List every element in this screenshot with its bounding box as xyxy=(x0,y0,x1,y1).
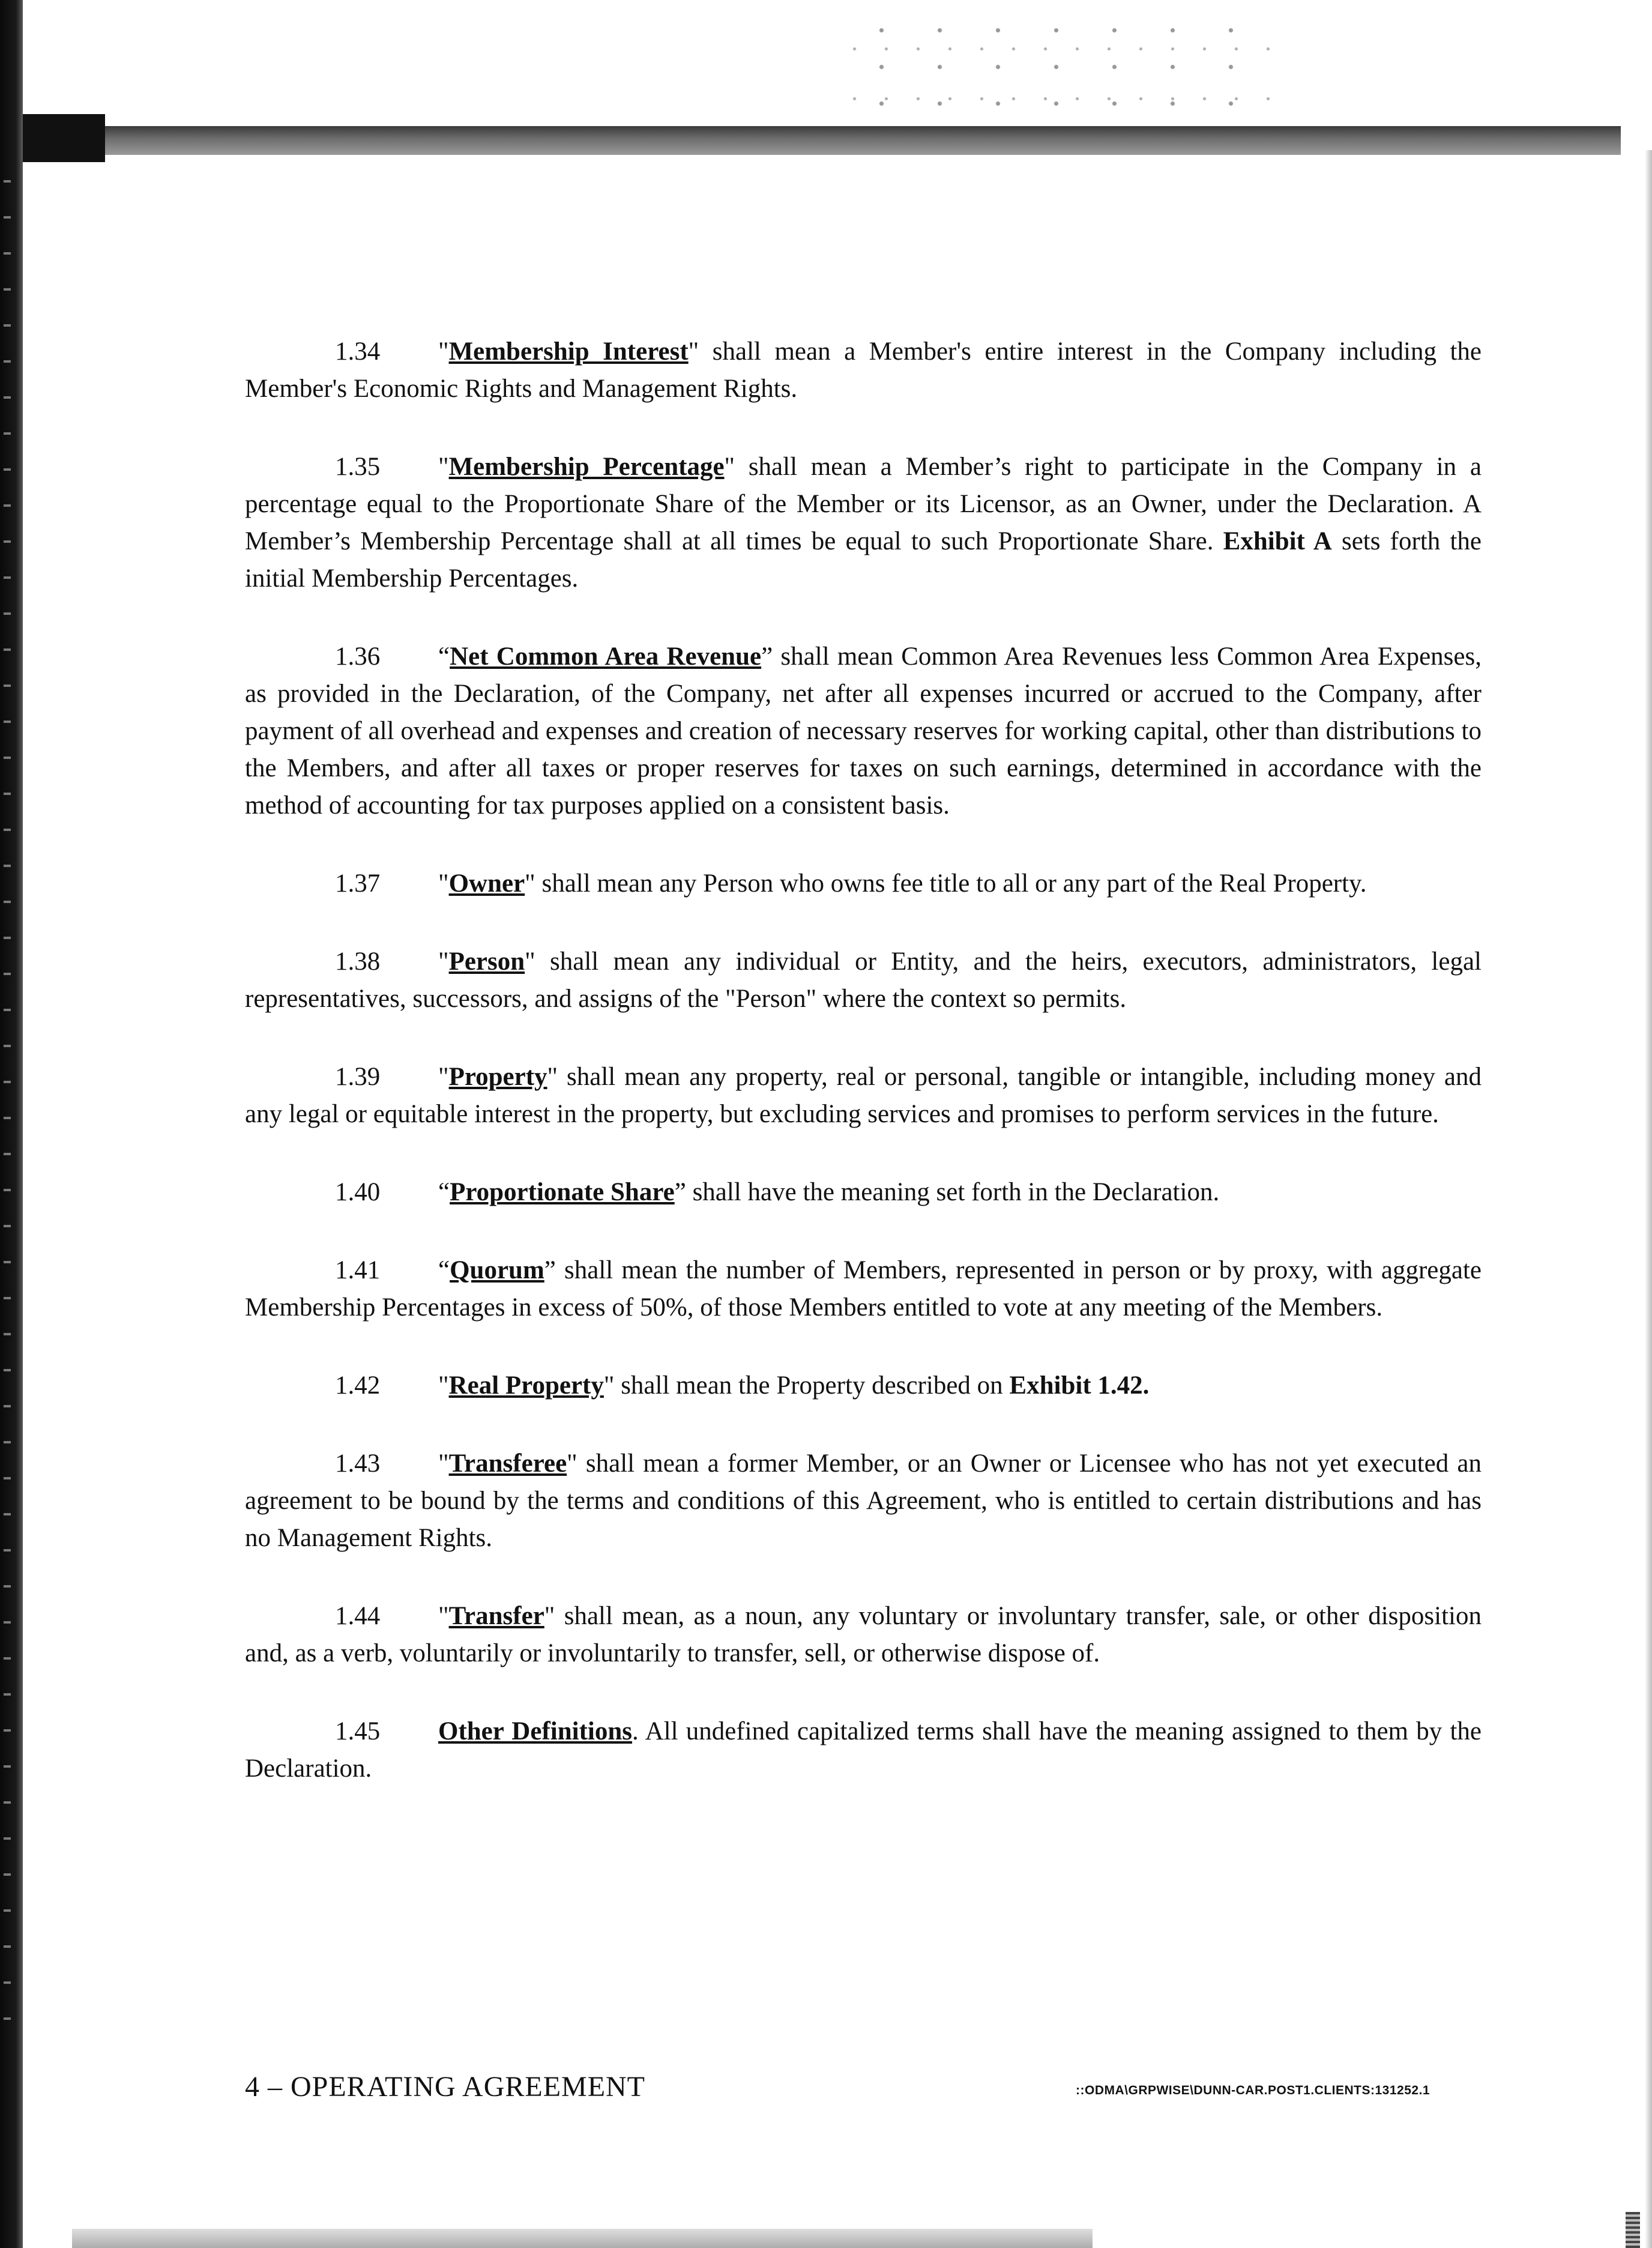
open-quote: " xyxy=(438,1449,449,1478)
defined-term: Owner xyxy=(448,869,525,898)
exhibit-reference: Exhibit 1.42. xyxy=(1009,1371,1150,1400)
definition-section xyxy=(245,1367,1482,1404)
definition-text: shall mean, as a noun, any voluntary or involuntary transfer, sale, or other disposition and, as a verb, voluntarily or involuntarily to transfer, sell, or otherwise dispose of. xyxy=(245,1602,1482,1667)
scan-bottom-right-mark xyxy=(1626,2212,1640,2248)
definition-section xyxy=(245,1174,1482,1211)
open-quote: “ xyxy=(438,642,450,671)
exhibit-reference: Exhibit A xyxy=(1223,527,1332,555)
defined-term: Membership Interest xyxy=(448,337,689,366)
defined-term: Real Property xyxy=(448,1371,604,1400)
open-quote: " xyxy=(438,869,449,898)
section-number: 1.35 xyxy=(335,453,381,481)
open-quote: " xyxy=(438,1602,449,1630)
open-quote: “ xyxy=(438,1178,450,1206)
scan-left-punch-marks xyxy=(4,180,11,2041)
section-number: 1.37 xyxy=(335,869,381,898)
close-quote: " xyxy=(544,1602,555,1630)
scan-noise-specks xyxy=(852,12,1273,132)
close-quote: " xyxy=(603,1371,615,1400)
definition-text: shall mean any Person who owns fee title to all or any part of the Real Property. xyxy=(535,869,1367,898)
defined-term: Membership Percentage xyxy=(448,453,725,481)
section-number: 1.36 xyxy=(335,642,381,671)
definition-text: . All undefined capitalized terms shall have the meaning assigned to them by the Declaration. xyxy=(245,1717,1482,1783)
close-quote: " xyxy=(525,869,535,898)
definition-section xyxy=(245,638,1482,824)
open-quote: " xyxy=(438,1063,449,1091)
definition-text: shall mean a Member’s right to participate in the Company in a percentage equal to the Proportionate Share of the Member or its Licensor, as an Owner, under the Declaration. A Member’s Membership Percentage shall at all times be equal to such Proportionate Share. xyxy=(245,453,1482,555)
definition-section xyxy=(245,1713,1482,1787)
definition-section xyxy=(245,1598,1482,1672)
definition-text: shall mean any property, real or personal, tangible or intangible, including money and any legal or equitable interest in the property, but excluding services and promises to perform services in the future. xyxy=(245,1063,1482,1128)
definition-text: shall mean Common Area Revenues less Common Area Expenses, as provided in the Declaration, of the Company, net after all expenses incurred or accrued to the Company, after payment of all overhead and expenses and creation of necessary reserves for working capital, other than distributions to the Members, and after all taxes or proper reserves for taxes on such earnings, determined in accordance with the method of accounting for tax purposes applied on a consistent basis. xyxy=(245,642,1482,820)
definition-text-after: sets forth the initial Membership Percentages. xyxy=(245,527,1482,593)
section-number: 1.34 xyxy=(335,337,381,366)
defined-term: Other Definitions xyxy=(438,1717,632,1745)
defined-term: Proportionate Share xyxy=(450,1178,675,1206)
close-quote: ” xyxy=(544,1256,556,1284)
definition-section xyxy=(245,1445,1482,1557)
section-number: 1.43 xyxy=(335,1449,381,1478)
section-number: 1.42 xyxy=(335,1371,381,1400)
defined-term: Transferee xyxy=(448,1449,567,1478)
open-quote: " xyxy=(438,947,449,976)
scan-right-edge xyxy=(1645,150,1652,2248)
close-quote: " xyxy=(688,337,699,366)
open-quote: " xyxy=(438,453,449,481)
definition-section xyxy=(245,1252,1482,1326)
close-quote: ” xyxy=(674,1178,686,1206)
defined-term: Property xyxy=(448,1063,547,1091)
defined-term: Person xyxy=(448,947,525,976)
definition-text: shall mean the Property described on xyxy=(614,1371,1010,1400)
definition-section xyxy=(245,1059,1482,1133)
footer-title: 4 – OPERATING AGREEMENT xyxy=(245,2071,645,2103)
section-number: 1.38 xyxy=(335,947,381,976)
close-quote: " xyxy=(567,1449,577,1478)
close-quote: " xyxy=(525,947,535,976)
scan-bottom-shadow-band xyxy=(72,2229,1093,2248)
open-quote: " xyxy=(438,1371,449,1400)
close-quote: " xyxy=(724,453,735,481)
footer-document-id: ::ODMA\GRPWISE\DUNN-CAR.POST1.CLIENTS:131252.1 xyxy=(1076,2083,1430,2097)
close-quote: " xyxy=(547,1063,558,1091)
close-quote: ” xyxy=(761,642,773,671)
section-number: 1.41 xyxy=(335,1256,381,1284)
open-quote: " xyxy=(438,337,449,366)
definition-section xyxy=(245,333,1482,408)
definition-text: shall have the meaning set forth in the Declaration. xyxy=(686,1178,1220,1206)
section-number: 1.40 xyxy=(335,1178,381,1206)
definition-text: shall mean a former Member, or an Owner or Licensee who has not yet executed an agreement to be bound by the terms and conditions of this Agreement, who is entitled to certain distributions and has no Management Rights. xyxy=(245,1449,1482,1552)
definition-text: shall mean the number of Members, represented in person or by proxy, with aggregate Membership Percentages in excess of 50%, of those Members entitled to vote at any meeting of the Members. xyxy=(245,1256,1482,1322)
section-number: 1.39 xyxy=(335,1063,381,1091)
defined-term: Net Common Area Revenue xyxy=(450,642,762,671)
definition-section xyxy=(245,865,1482,902)
section-number: 1.45 xyxy=(335,1717,381,1745)
document-page xyxy=(245,333,1482,1828)
defined-term: Transfer xyxy=(448,1602,544,1630)
defined-term: Quorum xyxy=(450,1256,544,1284)
section-number: 1.44 xyxy=(335,1602,381,1630)
scan-top-shadow-band xyxy=(0,126,1621,155)
definition-text: shall mean a Member's entire interest in the Company including the Member's Economic Rights and Management Rights. xyxy=(245,337,1482,403)
open-quote: “ xyxy=(438,1256,450,1284)
definition-text: shall mean any individual or Entity, and the heirs, executors, administrators, legal representatives, successors, and assigns of the "Person" where the context so permits. xyxy=(245,947,1482,1013)
definition-section xyxy=(245,943,1482,1018)
definition-section xyxy=(245,449,1482,597)
